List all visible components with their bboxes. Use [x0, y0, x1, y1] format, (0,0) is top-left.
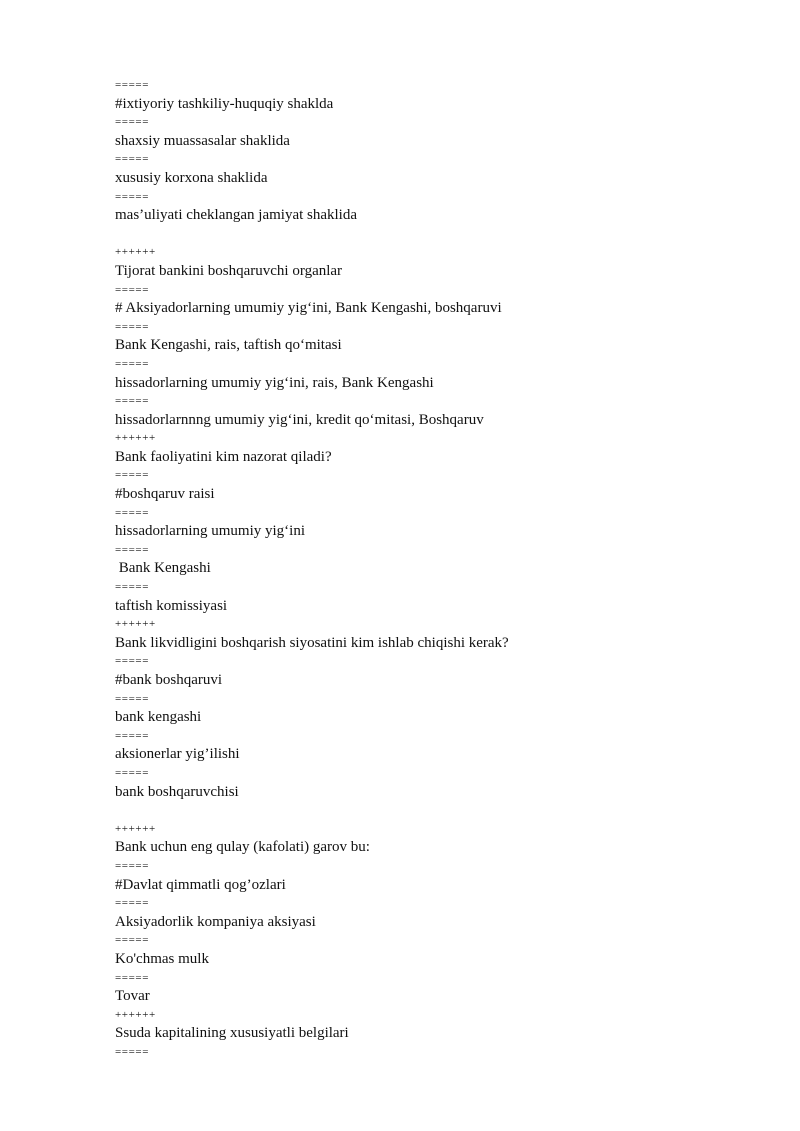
text-line: mas’uliyati cheklangan jamiyat shaklida	[115, 207, 358, 224]
separator-line: =====	[115, 766, 150, 779]
text-line: Tovar	[115, 988, 150, 1005]
text-line: bank kengashi	[115, 709, 202, 726]
text-line: Bank Kengashi, rais, taftish qo‘mitasi	[115, 337, 342, 354]
separator-line: ++++++	[115, 1008, 156, 1021]
separator-line: =====	[115, 357, 150, 370]
text-line: hissadorlarnnng umumiy yig‘ini, kredit qo‘mitasi, Boshqaruv	[115, 411, 484, 428]
text-line: Tijorat bankini boshqaruvchi organlar	[115, 262, 343, 279]
separator-line: ++++++	[115, 618, 156, 631]
separator-line: =====	[115, 506, 150, 519]
separator-line: =====	[115, 153, 150, 166]
separator-line: =====	[115, 116, 150, 129]
text-line: #ixtiyoriy tashkiliy-huquqiy shaklda	[115, 95, 334, 112]
separator-line: =====	[115, 395, 150, 408]
text-line: #Davlat qimmatli qog’ozlari	[115, 876, 286, 893]
separator-line: =====	[115, 79, 150, 91]
text-line: Aksiyadorlik kompaniya aksiyasi	[115, 913, 316, 930]
text-line: Bank faoliyatini kim nazorat qiladi?	[115, 448, 332, 465]
separator-line: =====	[115, 190, 150, 203]
separator-line: =====	[115, 543, 150, 556]
text-line: taftish komissiyasi	[115, 597, 228, 614]
separator-line: =====	[115, 934, 150, 947]
text-line: shaxsiy muassasalar shaklida	[115, 132, 290, 149]
blank-line	[115, 225, 755, 244]
separator-line: =====	[115, 692, 150, 705]
separator-line: =====	[115, 971, 150, 984]
separator-line: ++++++	[115, 432, 156, 445]
separator-line: ++++++	[115, 246, 156, 259]
separator-line: =====	[115, 897, 150, 910]
text-line: #bank boshqaruvi	[115, 672, 223, 688]
separator-line: =====	[115, 655, 150, 668]
text-line: Ssuda kapitalining xususiyatli belgilari	[115, 1025, 349, 1042]
separator-line: =====	[115, 320, 150, 333]
text-line: # Aksiyadorlarning umumiy yig‘ini, Bank Kengashi, boshqaruvi	[115, 300, 502, 317]
separator-line: =====	[115, 469, 150, 482]
text-line: aksionerlar yig’ilishi	[115, 746, 240, 763]
blank-line	[115, 801, 755, 820]
text-line: Bank uchun eng qulay (kafolati) garov bu:	[115, 839, 370, 856]
text-line: xususiy korxona shaklida	[115, 169, 268, 186]
text-line: Ko'chmas mulk	[115, 950, 209, 967]
text-line: bank boshqaruvchisi	[115, 783, 239, 800]
text-line: hissadorlarning umumiy yig‘ini, rais, Bank Kengashi	[115, 374, 434, 391]
separator-line: =====	[115, 581, 150, 594]
separator-line: ++++++	[115, 822, 156, 835]
text-line: #boshqaruv raisi	[115, 486, 215, 503]
text-line: Bank Kengashi	[115, 560, 211, 577]
text-line: Bank likvidligini boshqarish siyosatini kim ishlab chiqishi kerak?	[115, 634, 509, 651]
separator-line: =====	[115, 1045, 150, 1058]
separator-line: =====	[115, 283, 150, 296]
separator-line: =====	[115, 859, 150, 872]
separator-line: =====	[115, 729, 150, 742]
document-body	[115, 76, 755, 1061]
text-line: hissadorlarning umumiy yig‘ini	[115, 523, 305, 540]
